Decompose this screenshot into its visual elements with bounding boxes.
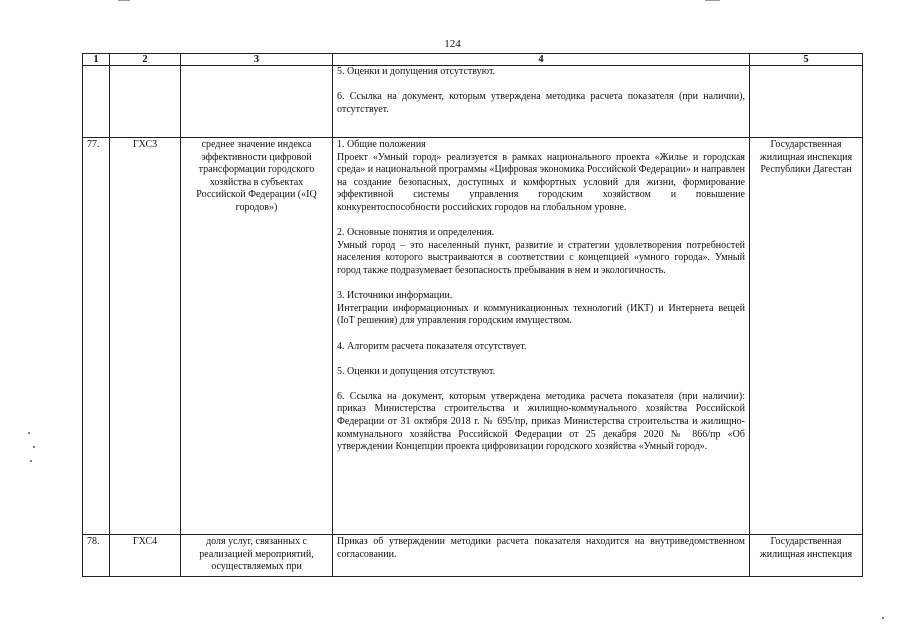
methodology-paragraph: 5. Оценки и допущения отсутствуют.: [337, 66, 496, 77]
scan-edge-mark-right: [705, 0, 720, 1]
indicator-code-cell: ГХС4: [110, 535, 181, 577]
column-header: 4: [333, 54, 750, 66]
scan-edge-mark-left: [118, 0, 130, 1]
indicator-name-cell: доля услуг, связанных с реализацией мероприятий, осуществляемых при: [181, 535, 333, 577]
methodology-paragraph: 6. Ссылка на документ, которым утверждена методика расчета показателя (при наличии): приказ Министерства строительства и жилищно-коммунального хозяйства Российской Федерации от 31 октября 2018 г. № 695/пр, приказ Министерства строительства и жилищно-коммунального хозяйства Российской Федерации от 25 декабря 2020 № 866/пр «Об утверждении Концепции проекта цифровизации городского хозяйства «Умный город».: [337, 390, 745, 453]
methodology-paragraph: 3. Источники информации. Интеграции информационных и коммуникационных технологий (ИКТ) и Интернета вещей (IoT решения) для управления городским имуществом.: [337, 290, 745, 327]
methodology-paragraph: Приказ об утверждении методики расчета показателя находится на внутриведомственном согласовании.: [337, 536, 745, 560]
indicator-name-cell: среднее значение индекса эффективности цифровой трансформации городского хозяйства в субъектах Российской Федерации («IQ городов»): [181, 138, 333, 535]
responsible-cell: [750, 66, 863, 138]
table-row: [83, 66, 863, 138]
indicator-code-cell: ГХС3: [110, 138, 181, 535]
indicator-code-cell: [110, 66, 181, 138]
scan-speck: [30, 460, 32, 462]
methodology-paragraph: 2. Основные понятия и определения. Умный город – это населенный пункт, развитие и стратегии удовлетворения потребностей населения которого выстраиваются в соответствии с концепцией «умного города». Умный город также подразумевает безопасность пребывания в нем и экологичность.: [337, 227, 745, 276]
scan-speck: [882, 617, 884, 619]
page-number: 124: [444, 38, 461, 50]
column-header: 3: [181, 54, 333, 66]
table-header-row: [83, 54, 863, 66]
methodology-cell: [333, 66, 750, 138]
methodology-paragraph: 4. Алгоритм расчета показателя отсутствует.: [337, 340, 527, 352]
responsible-cell: Государственная жилищная инспекция: [750, 535, 863, 577]
column-header: 5: [750, 54, 863, 66]
column-header: 1: [83, 54, 110, 66]
scan-speck: [28, 432, 30, 434]
responsible-cell: Государственная жилищная инспекция Республики Дагестан: [750, 138, 863, 535]
table-row: [83, 535, 863, 577]
methodology-paragraph: 1. Общие положения Проект «Умный город» реализуется в рамках национального проекта «Жилье и городская среда» и национальной программы «Цифровая экономика Российской Федерации» и направлен на создание безопасных, доступных и комфортных условий для жизни, формирование эффективной системы управления городским хозяйством и повышение конкурентоспособности российских городов на глобальном уровне.: [337, 139, 746, 213]
indicator-name-cell: [181, 66, 333, 138]
row-number-cell: [83, 66, 110, 138]
table-row: [83, 138, 863, 535]
methodology-cell: [333, 138, 750, 535]
row-number-cell: 77.: [83, 138, 110, 535]
methodology-cell: [333, 535, 750, 577]
indicator-table: [82, 53, 863, 577]
column-header: 2: [110, 54, 181, 66]
methodology-paragraph: 5. Оценки и допущения отсутствуют.: [337, 365, 496, 377]
scan-speck: [33, 446, 35, 448]
methodology-paragraph: 6. Ссылка на документ, которым утверждена методика расчета показателя (при наличии), отсутствует.: [337, 91, 745, 115]
row-number-cell: 78.: [83, 535, 110, 577]
